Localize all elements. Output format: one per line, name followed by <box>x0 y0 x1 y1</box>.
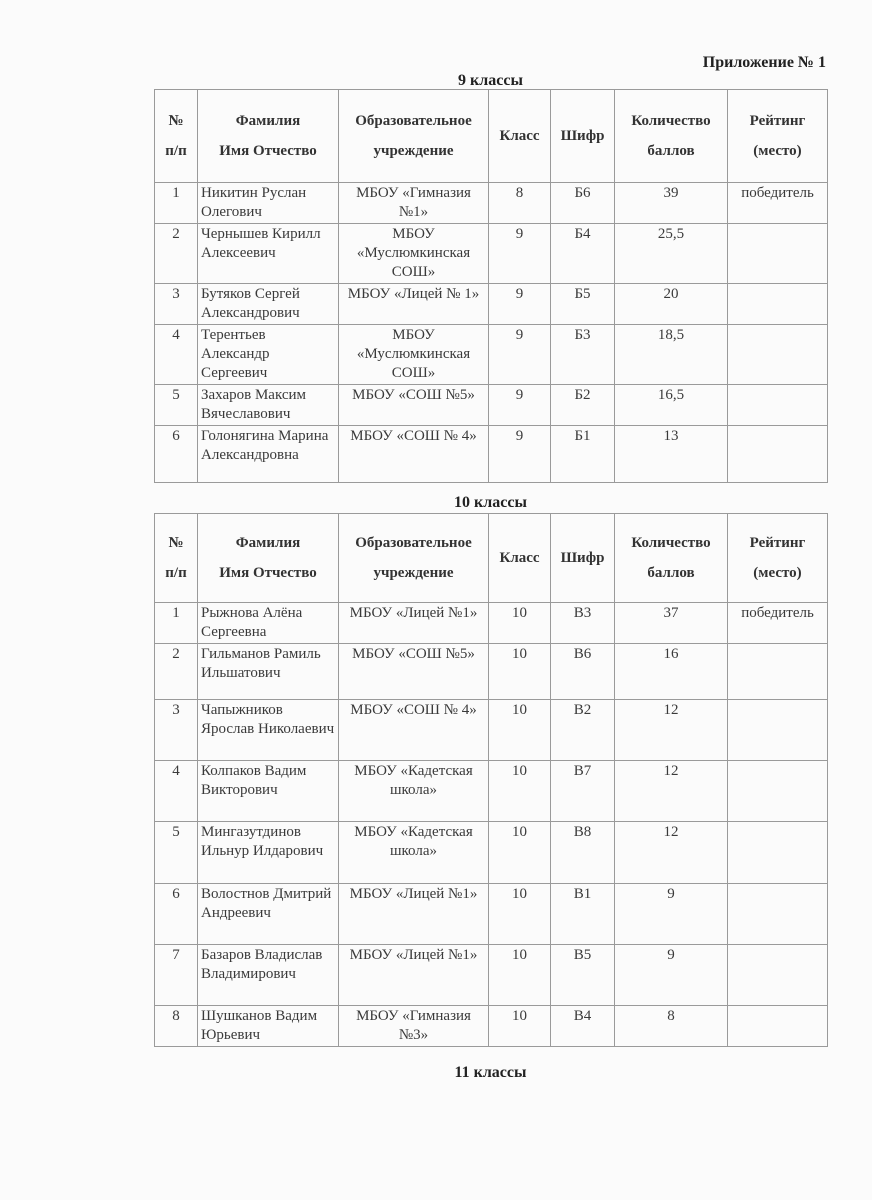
section-title-9: 9 классы <box>458 72 523 89</box>
cell-name: Мингазутдинов Ильнур Илдарович <box>198 822 339 884</box>
column-header-name <box>198 90 339 183</box>
cell-grade: 9 <box>489 426 551 483</box>
cell-name: Терентьев Александр Сергеевич <box>198 325 339 385</box>
cell-grade: 10 <box>489 603 551 644</box>
cell-code: Б1 <box>551 426 615 483</box>
header-text: баллов <box>647 565 695 581</box>
column-header-rank <box>728 90 828 183</box>
table-row <box>155 385 828 426</box>
cell-grade: 10 <box>489 945 551 1006</box>
table-row <box>155 1006 828 1047</box>
column-header-score <box>615 90 728 183</box>
cell-score: 12 <box>615 822 728 884</box>
appendix-label: Приложение № 1 <box>702 54 826 71</box>
cell-name: Бутяков Сергей Александрович <box>198 284 339 325</box>
cell-school: МБОУ «СОШ №5» <box>339 385 489 426</box>
cell-score: 37 <box>615 603 728 644</box>
cell-rank <box>728 325 828 385</box>
column-header-school <box>339 90 489 183</box>
cell-grade: 10 <box>489 822 551 884</box>
cell-grade: 9 <box>489 385 551 426</box>
cell-school: МБОУ «Лицей №1» <box>339 945 489 1006</box>
cell-code: Б4 <box>551 224 615 284</box>
results-table-10 <box>154 513 828 1047</box>
cell-n: 1 <box>155 183 198 224</box>
header-text: учреждение <box>373 565 454 581</box>
cell-rank <box>728 224 828 284</box>
table-row <box>155 945 828 1006</box>
cell-grade: 10 <box>489 1006 551 1047</box>
cell-rank <box>728 761 828 822</box>
cell-school: МБОУ «Кадетская школа» <box>339 822 489 884</box>
cell-score: 12 <box>615 761 728 822</box>
column-header-num <box>155 514 198 603</box>
cell-grade: 9 <box>489 284 551 325</box>
column-header-grade: Класс <box>489 90 551 183</box>
column-header-name <box>198 514 339 603</box>
cell-code: Б6 <box>551 183 615 224</box>
cell-school: МБОУ «Гимназия №1» <box>339 183 489 224</box>
cell-name: Голонягина Марина Александровна <box>198 426 339 483</box>
header-text: Фамилия <box>235 113 301 129</box>
cell-rank <box>728 700 828 761</box>
cell-grade: 9 <box>489 325 551 385</box>
cell-school: МБОУ «СОШ № 4» <box>339 426 489 483</box>
cell-code: В5 <box>551 945 615 1006</box>
table-row <box>155 644 828 700</box>
cell-school: МБОУ «Лицей №1» <box>339 884 489 945</box>
cell-n: 6 <box>155 884 198 945</box>
section-title-11: 11 классы <box>454 1064 527 1081</box>
cell-code: Б2 <box>551 385 615 426</box>
cell-score: 9 <box>615 884 728 945</box>
cell-n: 5 <box>155 385 198 426</box>
header-text: Рейтинг <box>749 113 806 129</box>
header-text: Рейтинг <box>749 535 806 551</box>
cell-school: МБОУ «Муслюмкинская СОШ» <box>339 325 489 385</box>
cell-name: Никитин Руслан Олегович <box>198 183 339 224</box>
cell-code: В1 <box>551 884 615 945</box>
cell-grade: 10 <box>489 761 551 822</box>
table-row <box>155 884 828 945</box>
cell-n: 3 <box>155 700 198 761</box>
cell-grade: 9 <box>489 224 551 284</box>
cell-rank: победитель <box>728 603 828 644</box>
header-text: Имя Отчество <box>219 143 317 159</box>
cell-name: Волостнов Дмитрий Андреевич <box>198 884 339 945</box>
cell-grade: 10 <box>489 644 551 700</box>
cell-grade: 10 <box>489 700 551 761</box>
cell-rank <box>728 426 828 483</box>
cell-name: Гильманов Рамиль Ильшатович <box>198 644 339 700</box>
column-header-school <box>339 514 489 603</box>
header-text: (место) <box>753 143 802 159</box>
table-row <box>155 822 828 884</box>
column-header-score <box>615 514 728 603</box>
header-row <box>155 90 828 183</box>
header-text: (место) <box>753 565 802 581</box>
cell-name: Захаров Максим Вячеславович <box>198 385 339 426</box>
table-row <box>155 183 828 224</box>
cell-n: 2 <box>155 644 198 700</box>
cell-score: 25,5 <box>615 224 728 284</box>
cell-name: Чапыжников Ярослав Николаевич <box>198 700 339 761</box>
cell-n: 7 <box>155 945 198 1006</box>
cell-rank <box>728 644 828 700</box>
column-header-code: Шифр <box>551 90 615 183</box>
header-text: Образовательное <box>355 535 472 551</box>
table-row <box>155 224 828 284</box>
header-text: учреждение <box>373 143 454 159</box>
cell-name: Чернышев Кирилл Алексеевич <box>198 224 339 284</box>
cell-n: 2 <box>155 224 198 284</box>
cell-school: МБОУ «Лицей №1» <box>339 603 489 644</box>
cell-name: Базаров Владислав Владимирович <box>198 945 339 1006</box>
header-text: п/п <box>165 143 187 159</box>
cell-school: МБОУ «СОШ № 4» <box>339 700 489 761</box>
cell-n: 8 <box>155 1006 198 1047</box>
cell-n: 4 <box>155 325 198 385</box>
cell-school: МБОУ «Лицей № 1» <box>339 284 489 325</box>
table-row <box>155 426 828 483</box>
cell-rank <box>728 385 828 426</box>
cell-score: 9 <box>615 945 728 1006</box>
cell-score: 13 <box>615 426 728 483</box>
header-text: № <box>168 535 184 551</box>
header-row <box>155 514 828 603</box>
column-header-num <box>155 90 198 183</box>
cell-n: 1 <box>155 603 198 644</box>
cell-score: 16 <box>615 644 728 700</box>
cell-code: В3 <box>551 603 615 644</box>
cell-code: В2 <box>551 700 615 761</box>
cell-rank <box>728 1006 828 1047</box>
header-text: Образовательное <box>355 113 472 129</box>
cell-name: Шушканов Вадим Юрьевич <box>198 1006 339 1047</box>
cell-score: 39 <box>615 183 728 224</box>
cell-name: Колпаков Вадим Викторович <box>198 761 339 822</box>
cell-rank <box>728 822 828 884</box>
cell-n: 5 <box>155 822 198 884</box>
cell-school: МБОУ «Муслюмкинская СОШ» <box>339 224 489 284</box>
header-text: п/п <box>165 565 187 581</box>
cell-score: 12 <box>615 700 728 761</box>
cell-rank: победитель <box>728 183 828 224</box>
cell-n: 3 <box>155 284 198 325</box>
table-row <box>155 325 828 385</box>
cell-code: Б3 <box>551 325 615 385</box>
cell-n: 4 <box>155 761 198 822</box>
section-title-10: 10 классы <box>454 494 527 511</box>
header-text: Количество <box>631 535 711 551</box>
column-header-code: Шифр <box>551 514 615 603</box>
header-text: баллов <box>647 143 695 159</box>
results-table-9 <box>154 89 828 483</box>
cell-code: В7 <box>551 761 615 822</box>
table-row <box>155 761 828 822</box>
cell-score: 20 <box>615 284 728 325</box>
cell-school: МБОУ «СОШ №5» <box>339 644 489 700</box>
cell-code: Б5 <box>551 284 615 325</box>
table-row <box>155 284 828 325</box>
cell-school: МБОУ «Гимназия №3» <box>339 1006 489 1047</box>
cell-grade: 10 <box>489 884 551 945</box>
header-text: Количество <box>631 113 711 129</box>
cell-school: МБОУ «Кадетская школа» <box>339 761 489 822</box>
cell-name: Рыжнова Алёна Сергеевна <box>198 603 339 644</box>
cell-code: В6 <box>551 644 615 700</box>
table-row <box>155 700 828 761</box>
table-row <box>155 603 828 644</box>
cell-n: 6 <box>155 426 198 483</box>
header-text: Имя Отчество <box>219 565 317 581</box>
cell-score: 18,5 <box>615 325 728 385</box>
column-header-grade: Класс <box>489 514 551 603</box>
cell-score: 16,5 <box>615 385 728 426</box>
column-header-rank <box>728 514 828 603</box>
cell-rank <box>728 884 828 945</box>
cell-rank <box>728 284 828 325</box>
cell-rank <box>728 945 828 1006</box>
cell-code: В8 <box>551 822 615 884</box>
header-text: № <box>168 113 184 129</box>
cell-score: 8 <box>615 1006 728 1047</box>
header-text: Фамилия <box>235 535 301 551</box>
cell-grade: 8 <box>489 183 551 224</box>
cell-code: В4 <box>551 1006 615 1047</box>
